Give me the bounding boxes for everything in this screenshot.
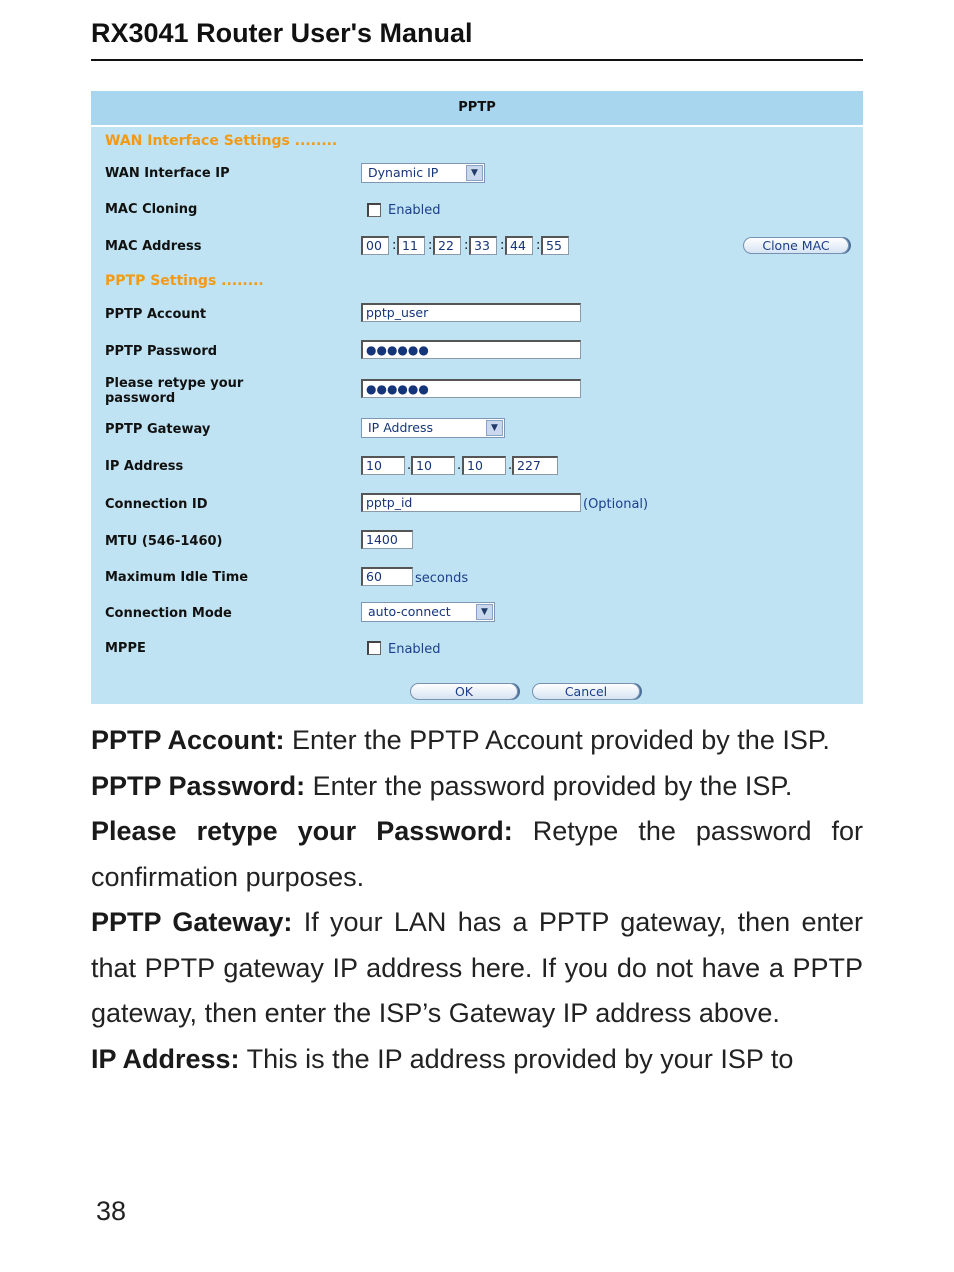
mtu-label: MTU (546-1460) bbox=[105, 534, 223, 549]
ok-button[interactable]: OK bbox=[410, 683, 518, 700]
mac-cloning-label: MAC Cloning bbox=[105, 202, 198, 217]
mac-separator: : bbox=[464, 238, 469, 253]
ip-octet-1[interactable]: 10 bbox=[361, 456, 405, 475]
panel-title: PPTP bbox=[458, 100, 496, 115]
ip-octet-4[interactable]: 227 bbox=[512, 456, 558, 475]
connection-id-note: (Optional) bbox=[583, 497, 649, 512]
desc-ip-address: This is the IP address provided by your ISP to bbox=[239, 1043, 794, 1074]
page-number: 38 bbox=[96, 1196, 127, 1226]
pptp-settings-panel bbox=[91, 91, 863, 704]
term-pptp-gateway: PPTP Gateway: bbox=[91, 907, 293, 937]
connection-id-input[interactable]: pptp_id bbox=[361, 493, 581, 512]
retype-password-label: Please retype your password bbox=[105, 376, 244, 406]
description-pptp-password bbox=[91, 764, 863, 810]
mac-separator: : bbox=[392, 238, 397, 253]
chevron-down-icon: ▼ bbox=[476, 604, 493, 620]
connection-mode-select[interactable] bbox=[361, 602, 495, 622]
mac-octet-5[interactable]: 44 bbox=[505, 236, 533, 255]
description-retype-password bbox=[91, 809, 863, 900]
wan-ip-select[interactable] bbox=[361, 163, 485, 183]
desc-pptp-gateway: If your LAN has a PPTP gateway, then enter that PPTP gateway IP address here. If you do not have a PPTP gateway, then enter the ISP’s Gateway IP address above. bbox=[91, 907, 864, 1028]
max-idle-time-input[interactable]: 60 bbox=[361, 567, 413, 586]
mtu-input[interactable]: 1400 bbox=[361, 530, 413, 549]
connection-mode-select-value: auto-connect bbox=[368, 604, 451, 619]
chevron-down-icon: ▼ bbox=[486, 420, 503, 436]
desc-pptp-account: Enter the PPTP Account provided by the ISP. bbox=[284, 725, 830, 755]
ip-octet-2[interactable]: 10 bbox=[411, 456, 455, 475]
mac-octet-2[interactable]: 11 bbox=[397, 236, 425, 255]
mac-octet-6[interactable]: 55 bbox=[541, 236, 569, 255]
pptp-account-label: PPTP Account bbox=[105, 307, 207, 322]
ip-separator: . bbox=[508, 458, 513, 473]
mac-separator: : bbox=[500, 238, 505, 253]
mac-address-label: MAC Address bbox=[105, 239, 202, 254]
clone-mac-button[interactable]: Clone MAC bbox=[743, 237, 849, 254]
pptp-password-label: PPTP Password bbox=[105, 344, 218, 359]
chevron-down-icon: ▼ bbox=[466, 165, 483, 181]
pptp-password-input[interactable]: ●●●●●● bbox=[361, 340, 581, 359]
idle-unit-label: seconds bbox=[415, 571, 469, 586]
mppe-checkbox[interactable] bbox=[367, 641, 381, 655]
mac-separator: : bbox=[536, 238, 541, 253]
header-divider bbox=[91, 59, 863, 61]
pptp-gateway-select[interactable] bbox=[361, 418, 505, 438]
mac-octet-4[interactable]: 33 bbox=[469, 236, 497, 255]
panel-title-bar bbox=[91, 91, 863, 127]
term-ip-address: IP Address: bbox=[91, 1043, 240, 1074]
wan-section-heading: WAN Interface Settings ........ bbox=[105, 133, 338, 149]
description-ip-address bbox=[91, 1037, 863, 1083]
description-pptp-gateway bbox=[91, 900, 863, 1037]
term-pptp-password: PPTP Password: bbox=[91, 770, 306, 801]
wan-ip-select-value: Dynamic IP bbox=[368, 165, 439, 180]
ip-separator: . bbox=[407, 458, 412, 473]
mac-separator: : bbox=[428, 238, 433, 253]
term-retype-password: Please retype your Password: bbox=[91, 816, 513, 846]
pptp-gateway-label: PPTP Gateway bbox=[105, 422, 211, 437]
description-pptp-account bbox=[91, 718, 863, 764]
pptp-gateway-select-value: IP Address bbox=[368, 420, 433, 435]
mac-octet-1[interactable]: 00 bbox=[361, 236, 389, 255]
retype-password-input[interactable]: ●●●●●● bbox=[361, 379, 581, 398]
term-pptp-account: PPTP Account: bbox=[91, 725, 285, 755]
cancel-button[interactable]: Cancel bbox=[532, 683, 640, 700]
ip-separator: . bbox=[457, 458, 462, 473]
manual-title: RX3041 Router User's Manual bbox=[91, 18, 473, 48]
pptp-section-heading: PPTP Settings ........ bbox=[105, 273, 264, 289]
field-descriptions bbox=[91, 718, 863, 1082]
mppe-checkbox-label: Enabled bbox=[388, 642, 441, 657]
mac-cloning-checkbox[interactable] bbox=[367, 203, 381, 217]
max-idle-time-label: Maximum Idle Time bbox=[105, 570, 249, 585]
mac-cloning-checkbox-label: Enabled bbox=[388, 203, 441, 218]
ip-address-label: IP Address bbox=[105, 459, 184, 474]
wan-ip-label: WAN Interface IP bbox=[105, 166, 230, 181]
connection-id-label: Connection ID bbox=[105, 497, 208, 512]
desc-retype-password: Retype the password for confirmation purposes. bbox=[91, 816, 863, 892]
mac-octet-3[interactable]: 22 bbox=[433, 236, 461, 255]
connection-mode-label: Connection Mode bbox=[105, 606, 232, 621]
pptp-account-input[interactable]: pptp_user bbox=[361, 303, 581, 322]
desc-pptp-password: Enter the password provided by the ISP. bbox=[305, 770, 793, 801]
ip-octet-3[interactable]: 10 bbox=[462, 456, 506, 475]
mppe-label: MPPE bbox=[105, 641, 146, 656]
